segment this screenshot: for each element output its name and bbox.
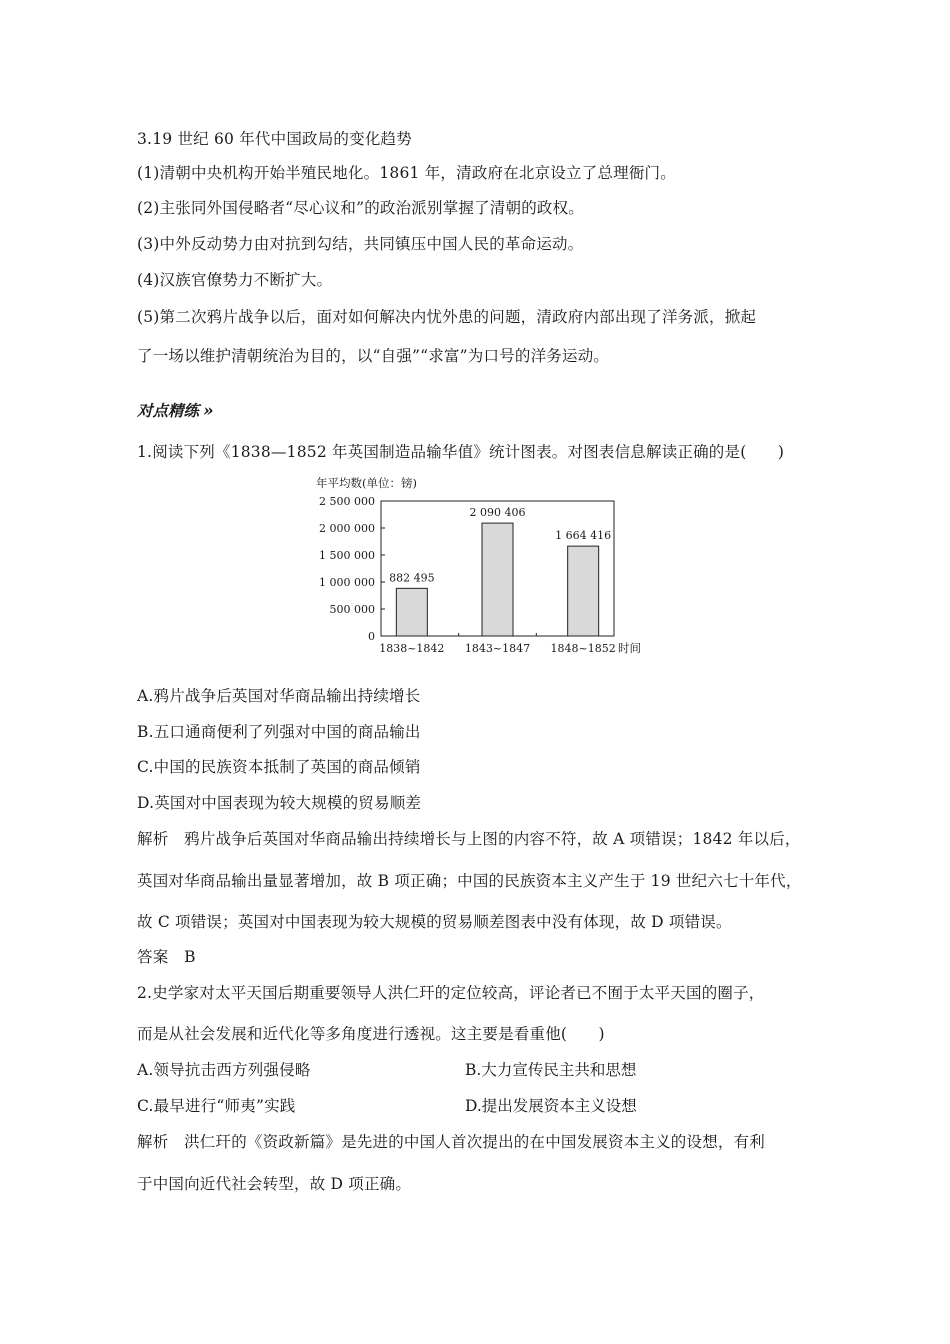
question-1-option-c: C.中国的民族资本抵制了英国的商品倾销 — [137, 758, 421, 776]
question-2-stem-line-1: 2.史学家对太平天国后期重要领导人洪仁玕的定位较高，评论者已不囿于太平天国的圈子， — [137, 984, 765, 1002]
paragraph-2: (2)主张同外国侵略者“尽心议和”的政治派别掌握了清朝的政权。 — [137, 199, 585, 217]
question-1-option-a: A.鸦片战争后英国对华商品输出持续增长 — [137, 687, 421, 705]
x-axis-title: 时间 — [618, 641, 641, 655]
x-tick-label: 1848~1852 — [550, 642, 616, 655]
bar-value-label: 1 664 416 — [555, 529, 612, 543]
practice-title-text: 对点精练 — [137, 401, 200, 420]
question-2-analysis-line-2: 于中国向近代社会转型，故 D 项正确。 — [137, 1175, 412, 1193]
question-1-option-b: B.五口通商便利了列强对中国的商品输出 — [137, 723, 421, 741]
y-tick-label: 0 — [368, 630, 375, 643]
bar-value-label: 882 495 — [389, 571, 435, 585]
bar-value-label: 2 090 406 — [469, 506, 526, 520]
bar-chart — [300, 470, 660, 665]
paragraph-4: (4)汉族官僚势力不断扩大。 — [137, 271, 333, 289]
bar — [396, 588, 427, 636]
question-1-answer: 答案 B — [137, 948, 196, 966]
question-1-analysis-line-3: 故 C 项错误；英国对中国表现为较大规模的贸易顺差图表中没有体现，故 D 项错误。 — [137, 913, 732, 931]
question-2-option-a: A.领导抗击西方列强侵略 — [137, 1061, 311, 1079]
question-2-option-d: D.提出发展资本主义设想 — [465, 1097, 637, 1115]
paragraph-1: (1)清朝中央机构开始半殖民地化。1861 年，清政府在北京设立了总理衙门。 — [137, 164, 676, 182]
y-tick-label: 1 500 000 — [319, 549, 375, 562]
question-2-option-b: B.大力宣传民主共和思想 — [465, 1061, 637, 1079]
question-1-option-d: D.英国对中国表现为较大规模的贸易顺差 — [137, 794, 422, 812]
x-tick-label: 1843~1847 — [464, 642, 531, 655]
question-1-stem: 1.阅读下列《1838—1852 年英国制造品输华值》统计图表。对图表信息解读正确的是( ) — [137, 443, 785, 461]
y-axis-title: 年平均数(单位：镑) — [316, 476, 417, 490]
question-1-analysis-line-2: 英国对华商品输出量显著增加，故 B 项正确；中国的民族资本主义产生于 19 世纪六七十年代， — [137, 872, 802, 890]
practice-title — [137, 399, 211, 421]
question-2-stem-line-2: 而是从社会发展和近代化等多角度进行透视。这主要是看重他( ) — [137, 1025, 605, 1043]
paragraph-5-line-1: (5)第二次鸦片战争以后，面对如何解决内忧外患的问题，清政府内部出现了洋务派，掀起 — [137, 308, 757, 326]
x-tick-label: 1838~1842 — [379, 642, 445, 655]
y-tick-label: 500 000 — [329, 603, 375, 616]
section-heading: 3.19 世纪 60 年代中国政局的变化趋势 — [137, 130, 412, 148]
question-2-option-c: C.最早进行“师夷”实践 — [137, 1097, 296, 1115]
double-chevron-icon: » — [203, 401, 211, 421]
paragraph-5-line-2: 了一场以维护清朝统治为目的，以“自强”“求富”为口号的洋务运动。 — [137, 347, 610, 365]
paragraph-3: (3)中外反动势力由对抗到勾结，共同镇压中国人民的革命运动。 — [137, 235, 584, 253]
y-tick-label: 2 500 000 — [319, 495, 375, 508]
bar — [482, 523, 513, 636]
y-tick-label: 1 000 000 — [319, 576, 375, 589]
bar — [568, 546, 599, 636]
question-1-analysis-line-1: 解析 鸦片战争后英国对华商品输出持续增长与上图的内容不符，故 A 项错误；1842 年以后， — [137, 830, 801, 848]
question-2-analysis-line-1: 解析 洪仁玕的《资政新篇》是先进的中国人首次提出的在中国发展资本主义的设想，有利 — [137, 1133, 766, 1151]
y-tick-label: 2 000 000 — [319, 522, 375, 535]
